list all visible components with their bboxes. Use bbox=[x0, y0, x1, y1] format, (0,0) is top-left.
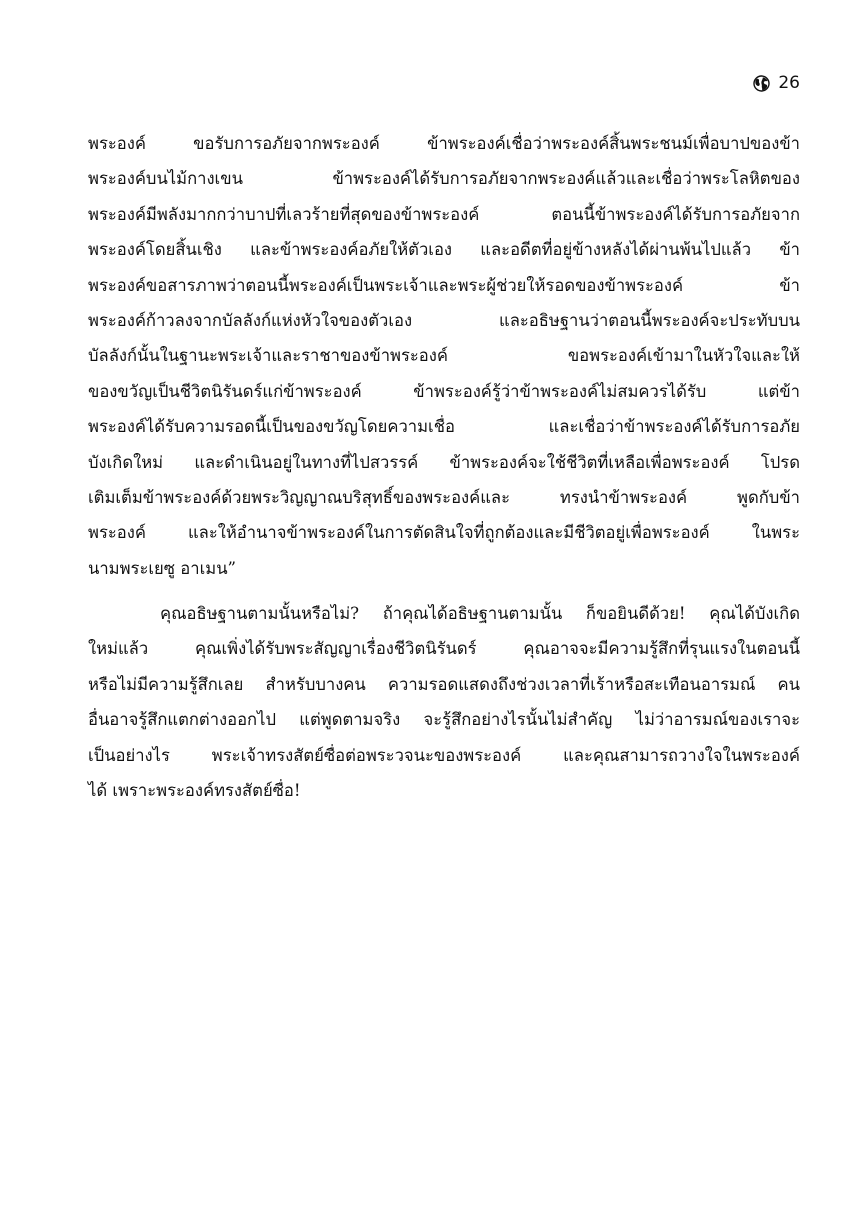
globe-icon bbox=[753, 75, 770, 92]
text-line: บังเกิดใหม่ และดำเนินอยู่ในทางที่ไปสวรรค์ ข้าพระองค์จะใช้ชีวิตที่เหลือเพื่อพระองค์ โปรด bbox=[88, 452, 800, 472]
text-line: พระองค์ได้รับความรอดนี้เป็นของขวัญโดยความเชื่อ และเชื่อว่าข้าพระองค์ได้รับการอภัย bbox=[88, 417, 800, 437]
text-line: ของขวัญเป็นชีวิตนิรันดร์แก่ข้าพระองค์ ข้าพระองค์รู้ว่าข้าพระองค์ไม่สมควรได้รับ แต่ข้า bbox=[88, 381, 800, 401]
text-line: พระองค์โดยสิ้นเชิง และข้าพระองค์อภัยให้ตัวเอง และอดีตที่อยู่ข้างหลังได้ผ่านพ้นไปแล้ว ข้า bbox=[88, 240, 800, 260]
text-line: เติมเต็มข้าพระองค์ด้วยพระวิญญาณบริสุทธิ์ของพระองค์และ ทรงนำข้าพระองค์ พูดกับข้า bbox=[88, 487, 800, 507]
text-line: บัลลังก์นั้นในฐานะพระเจ้าและราชาของข้าพระองค์ ขอพระองค์เข้ามาในหัวใจและให้ bbox=[88, 346, 800, 366]
text-line: ได้ เพราะพระองค์ทรงสัตย์ซื่อ! bbox=[88, 781, 301, 801]
paragraph bbox=[88, 596, 800, 808]
page-number: 26 bbox=[778, 73, 800, 93]
text-line: พระองค์ ขอรับการอภัยจากพระองค์ ข้าพระองค์เชื่อว่าพระองค์สิ้นพระชนม์เพื่อบาปของข้า bbox=[88, 134, 800, 153]
text-line: อื่นอาจรู้สึกแตกต่างออกไป แต่พูดตามจริง จะรู้สึกอย่างไรนั้นไม่สำคัญ ไม่ว่าอารมณ์ของเราจะ bbox=[88, 710, 800, 730]
text-line: พระองค์ขอสารภาพว่าตอนนี้พระองค์เป็นพระเจ้าและพระผู้ช่วยให้รอดของข้าพระองค์ ข้า bbox=[88, 275, 800, 295]
text-line: หรือไม่มีความรู้สึกเลย สำหรับบางคน ความรอดแสดงถึงช่วงเวลาที่เร้าหรือสะเทือนอารมณ์ คน bbox=[88, 674, 800, 694]
text-line: ใหม่แล้ว คุณเพิ่งได้รับพระสัญญาเรื่องชีวิตนิรันดร์ คุณอาจจะมีความรู้สึกที่รุนแรงในตอนนี้ bbox=[88, 639, 800, 659]
document-body bbox=[88, 126, 800, 808]
text-line: พระองค์บนไม้กางเขน ข้าพระองค์ได้รับการอภัยจากพระองค์แล้วและเชื่อว่าพระโลหิตของ bbox=[88, 169, 800, 189]
text-line: คุณอธิษฐานตามนั้นหรือไม่? ถ้าคุณได้อธิษฐานตามนั้น ก็ขอยินดีด้วย! คุณได้บังเกิด bbox=[160, 604, 800, 624]
text-line: เป็นอย่างไร พระเจ้าทรงสัตย์ซื่อต่อพระวจนะของพระองค์ และคุณสามารถวางใจในพระองค์ bbox=[88, 745, 800, 765]
text-line: พระองค์ก้าวลงจากบัลลังก์แห่งหัวใจของตัวเอง และอธิษฐานว่าตอนนี้พระองค์จะประทับบน bbox=[88, 310, 800, 330]
paragraph bbox=[88, 126, 800, 586]
page-header bbox=[753, 73, 800, 93]
text-line: พระองค์มีพลังมากกว่าบาปที่เลวร้ายที่สุดของข้าพระองค์ ตอนนี้ข้าพระองค์ได้รับการอภัยจาก bbox=[88, 204, 800, 224]
text-line: พระองค์ และให้อำนาจข้าพระองค์ในการตัดสินใจที่ถูกต้องและมีชีวิตอยู่เพื่อพระองค์ ในพระ bbox=[88, 523, 800, 543]
text-line: นามพระเยซู อาเมน” bbox=[88, 558, 237, 578]
